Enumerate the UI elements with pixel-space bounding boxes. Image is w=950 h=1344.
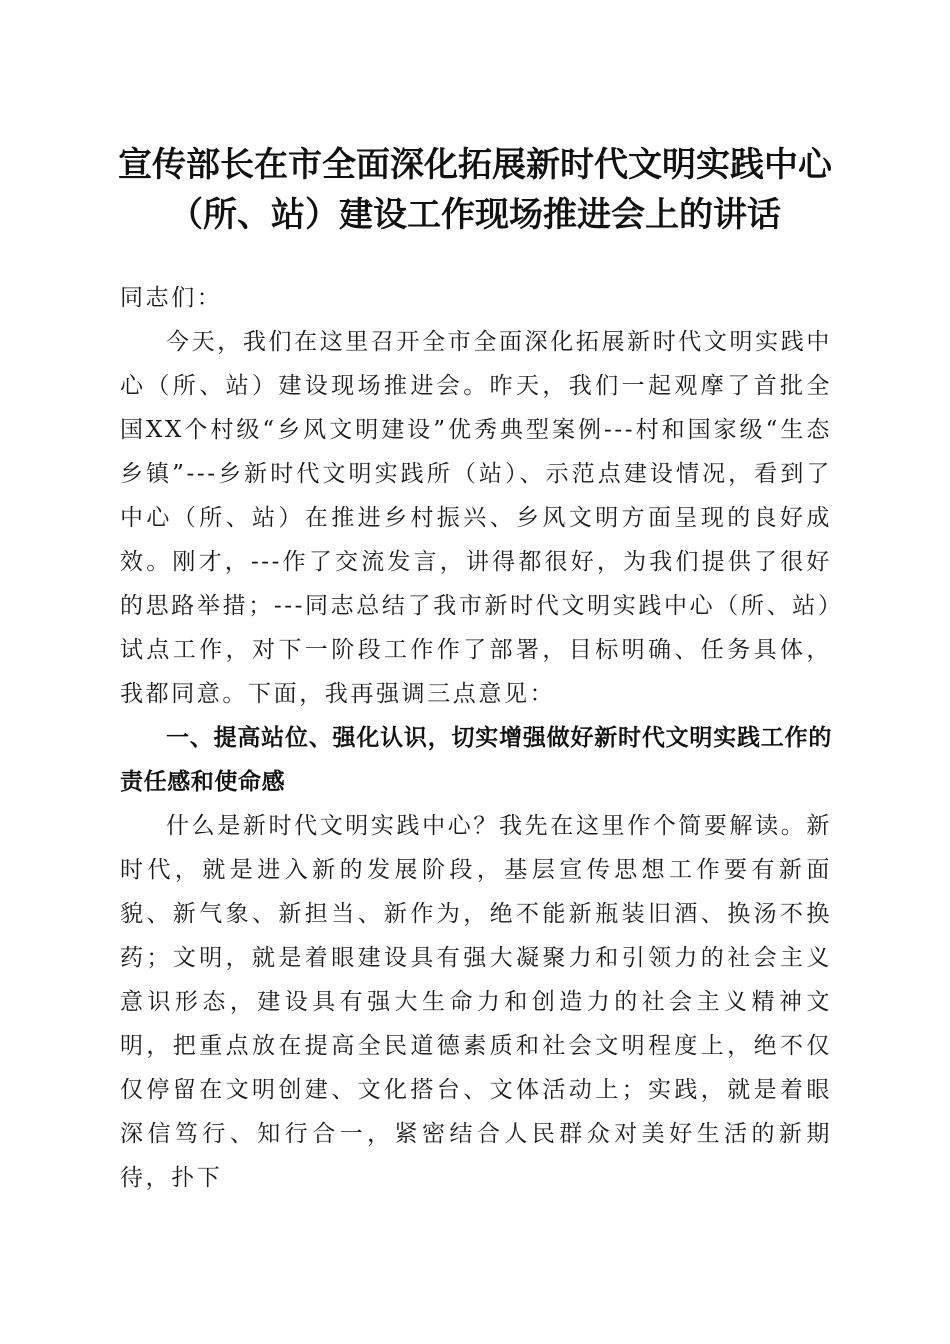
salutation: 同志们：	[120, 285, 223, 311]
section-1-paragraph: 什么是新时代文明实践中心？我先在这里作个简要解读。新时代，就是进入新的发展阶段，基层宣传思想工作要有新面貌、新气象、新担当、新作为，绝不能新瓶装旧酒、换汤不换药；文明，就是着眼建设具有强大凝聚力和引领力的社会主义意识形态，建设具有强大生命力和创造力的社会主义精神文明，把重点放在提高全民道德素质和社会文明程度上，绝不仅仅停留在文明创建、文化搭台、文体活动上；实践，就是着眼深信笃行、知行合一，紧密结合人民群众对美好生活的新期待，扑下	[120, 813, 832, 1191]
document-body	[120, 276, 832, 1200]
intro-paragraph: 今天，我们在这里召开全市全面深化拓展新时代文明实践中心（所、站）建设现场推进会。昨天，我们一起观摩了首批全国XX个村级“乡风文明建设”优秀典型案例---村和国家级“生态乡镇”---乡新时代文明实践所（站）、示范点建设情况，看到了中心（所、站）在推进乡村振兴、乡风文明方面呈现的良好成效。刚才，---作了交流发言，讲得都很好，为我们提供了很好的思路举措；---同志总结了我市新时代文明实践中心（所、站）试点工作，对下一阶段工作作了部署，目标明确、任务具体，我都同意。下面，我再强调三点意见：	[120, 329, 832, 707]
document-title: 宣传部长在市全面深化拓展新时代文明实践中心（所、站）建设工作现场推进会上的讲话	[118, 145, 832, 235]
section-heading-1: 一、提高站位、强化认识，切实增强做好新时代文明实践工作的责任感和使命感	[120, 725, 832, 795]
